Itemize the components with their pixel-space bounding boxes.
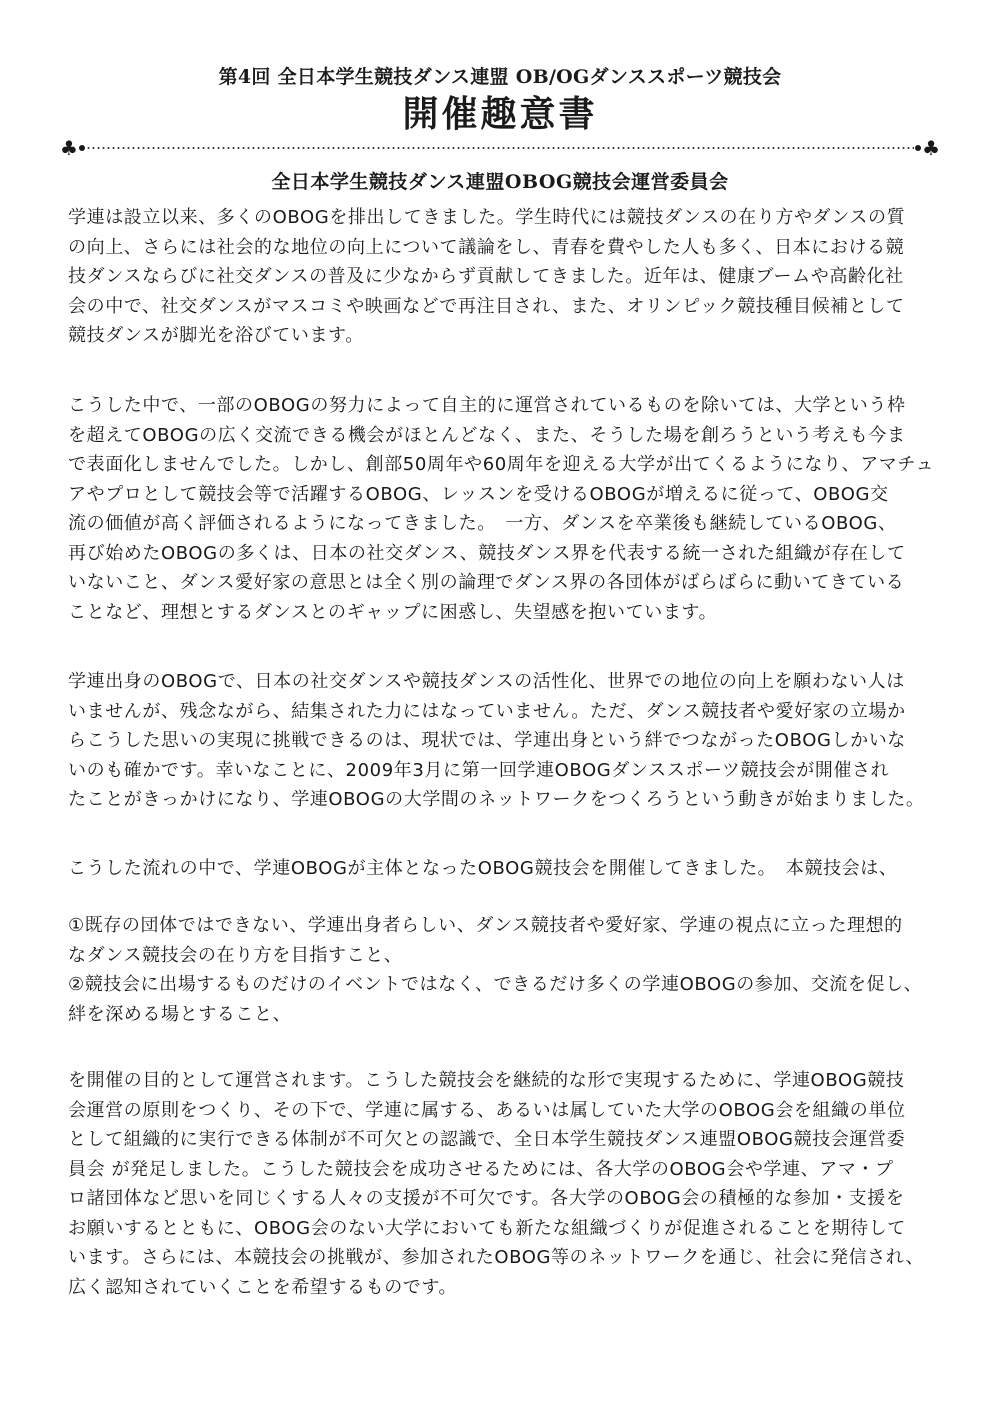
paragraph-situation bbox=[68, 667, 938, 815]
document-title: 開催趣意書 bbox=[402, 93, 598, 135]
text-line: らこうした思いの実現に挑戦できるのは、現状では、学連出身という絆でつながったOBOGしかいな bbox=[68, 730, 906, 751]
text-line: として組織的に実行できる体制が不可欠との認識で、全日本学生競技ダンス連盟OBOG競技会運営委 bbox=[68, 1129, 906, 1150]
text-line: こうした中で、一部のOBOGの努力によって自主的に運営されているものを除いては、大学という枠 bbox=[68, 395, 906, 416]
text-line: を超えてOBOGの広く交流できる機会がほとんどなく、また、そうした場を創ろうという考えも今ま bbox=[68, 424, 906, 446]
text-line: ロ諸団体など思いを同じくする人々の支援が不可欠です。各大学のOBOG会の積極的な参加・支援を bbox=[68, 1188, 905, 1209]
text-line: 会の中で、社交ダンスがマスコミや映画などで再注目され、また、オリンピック競技種目候補として bbox=[68, 295, 905, 317]
club-icon: ♣ bbox=[60, 136, 78, 160]
dotted-line bbox=[86, 147, 914, 149]
text-line: たことがきっかけになり、学連OBOGの大学間のネットワークをつくろうという動きが始まりました。 bbox=[68, 789, 925, 810]
paragraph-objectives bbox=[68, 911, 938, 1029]
text-line: なダンス競技会の在り方を目指すこと、 bbox=[68, 944, 403, 966]
paragraph-transition bbox=[68, 854, 938, 884]
text-line: の向上、さらには社会的な地位の向上について議論をし、青春を費やした人も多く、日本における競 bbox=[68, 236, 905, 258]
text-line: いないこと、ダンス愛好家の意思とは全く別の論理でダンス界の各団体がばらばらに動いてきている bbox=[68, 572, 905, 593]
text-line: 学連は設立以来、多くのOBOGを排出してきました。学生時代には競技ダンスの在り方やダンスの質 bbox=[68, 207, 906, 228]
text-line: で表面化しませんでした。しかし、創部50周年や60周年を迎える大学が出てくるようになり、アマチュ bbox=[68, 454, 935, 475]
text-line: います。さらには、本競技会の挑戦が、参加されたOBOG等のネットワークを通じ、社会に発信され、 bbox=[68, 1247, 925, 1268]
text-line: お願いするとともに、OBOG会のない大学においても新たな組織づくりが促進されることを期待して bbox=[68, 1217, 906, 1239]
text-line: いのも確かです。幸いなことに、2009年3月に第一回学連OBOGダンススポーツ競技会が開催され bbox=[68, 759, 890, 781]
text-line: 再び始めたOBOGの多くは、日本の社交ダンス、競技ダンス界を代表する統一された組織が存在して bbox=[68, 542, 906, 564]
text-line: いませんが、残念ながら、結集された力にはなっていません。ただ、ダンス競技者や愛好家の立場か bbox=[68, 700, 906, 722]
text-line: 学連出身のOBOGで、日本の社交ダンスや競技ダンスの活性化、世界での地位の向上を願わない人は bbox=[68, 671, 905, 692]
text-line: を開催の目的として運営されます。こうした競技会を継続的な形で実現するために、学連OBOG競技 bbox=[68, 1070, 905, 1091]
text-line: アやプロとして競技会等で活躍するOBOG、レッスンを受けるOBOGが増えるに従って、OBOG交 bbox=[68, 483, 889, 505]
organization-name: 全日本学生競技ダンス連盟OBOG競技会運営委員会 bbox=[271, 171, 729, 193]
text-line: ②競技会に出場するものだけのイベントではなく、できるだけ多くの学連OBOGの参加、交流を促し、 bbox=[68, 974, 923, 995]
text-line: 員会 が発足しました。こうした競技会を成功させるためには、各大学のOBOG会や学連、アマ・プ bbox=[68, 1158, 894, 1180]
dot-ornament bbox=[79, 145, 85, 151]
text-line: 広く認知されていくことを希望するものです。 bbox=[68, 1276, 458, 1298]
text-line: こうした流れの中で、学連OBOGが主体となったOBOG競技会を開催してきました。 本競技会は、 bbox=[68, 858, 898, 879]
paragraph-intro bbox=[68, 203, 938, 351]
paragraph-conclusion bbox=[68, 1066, 938, 1302]
document-subtitle: 第4回 全日本学生競技ダンス連盟 OB/OGダンススポーツ競技会 bbox=[218, 66, 782, 88]
dot-ornament bbox=[915, 145, 921, 151]
text-line: 競技ダンスが脚光を浴びています。 bbox=[68, 325, 364, 346]
text-line: ことなど、理想とするダンスとのギャップに困惑し、失望感を抱いています。 bbox=[68, 601, 718, 623]
text-line: 流の価値が高く評価されるようになってきました。 一方、ダンスを卒業後も継続しているOBOG、 bbox=[68, 513, 897, 534]
text-line: ①既存の団体ではできない、学連出身者らしい、ダンス競技者や愛好家、学連の視点に立った理想的 bbox=[68, 915, 903, 936]
text-line: 絆を深める場とすること、 bbox=[68, 1003, 292, 1025]
club-icon: ♣ bbox=[922, 136, 940, 160]
text-line: 技ダンスならびに社交ダンスの普及に少なからず貢献してきました。近年は、健康ブームや高齢化社 bbox=[68, 266, 904, 287]
paragraph-background bbox=[68, 391, 938, 627]
text-line: 会運営の原則をつくり、その下で、学連に属する、あるいは属していた大学のOBOG会を組織の単位 bbox=[68, 1099, 906, 1121]
ornamental-divider bbox=[60, 136, 940, 160]
